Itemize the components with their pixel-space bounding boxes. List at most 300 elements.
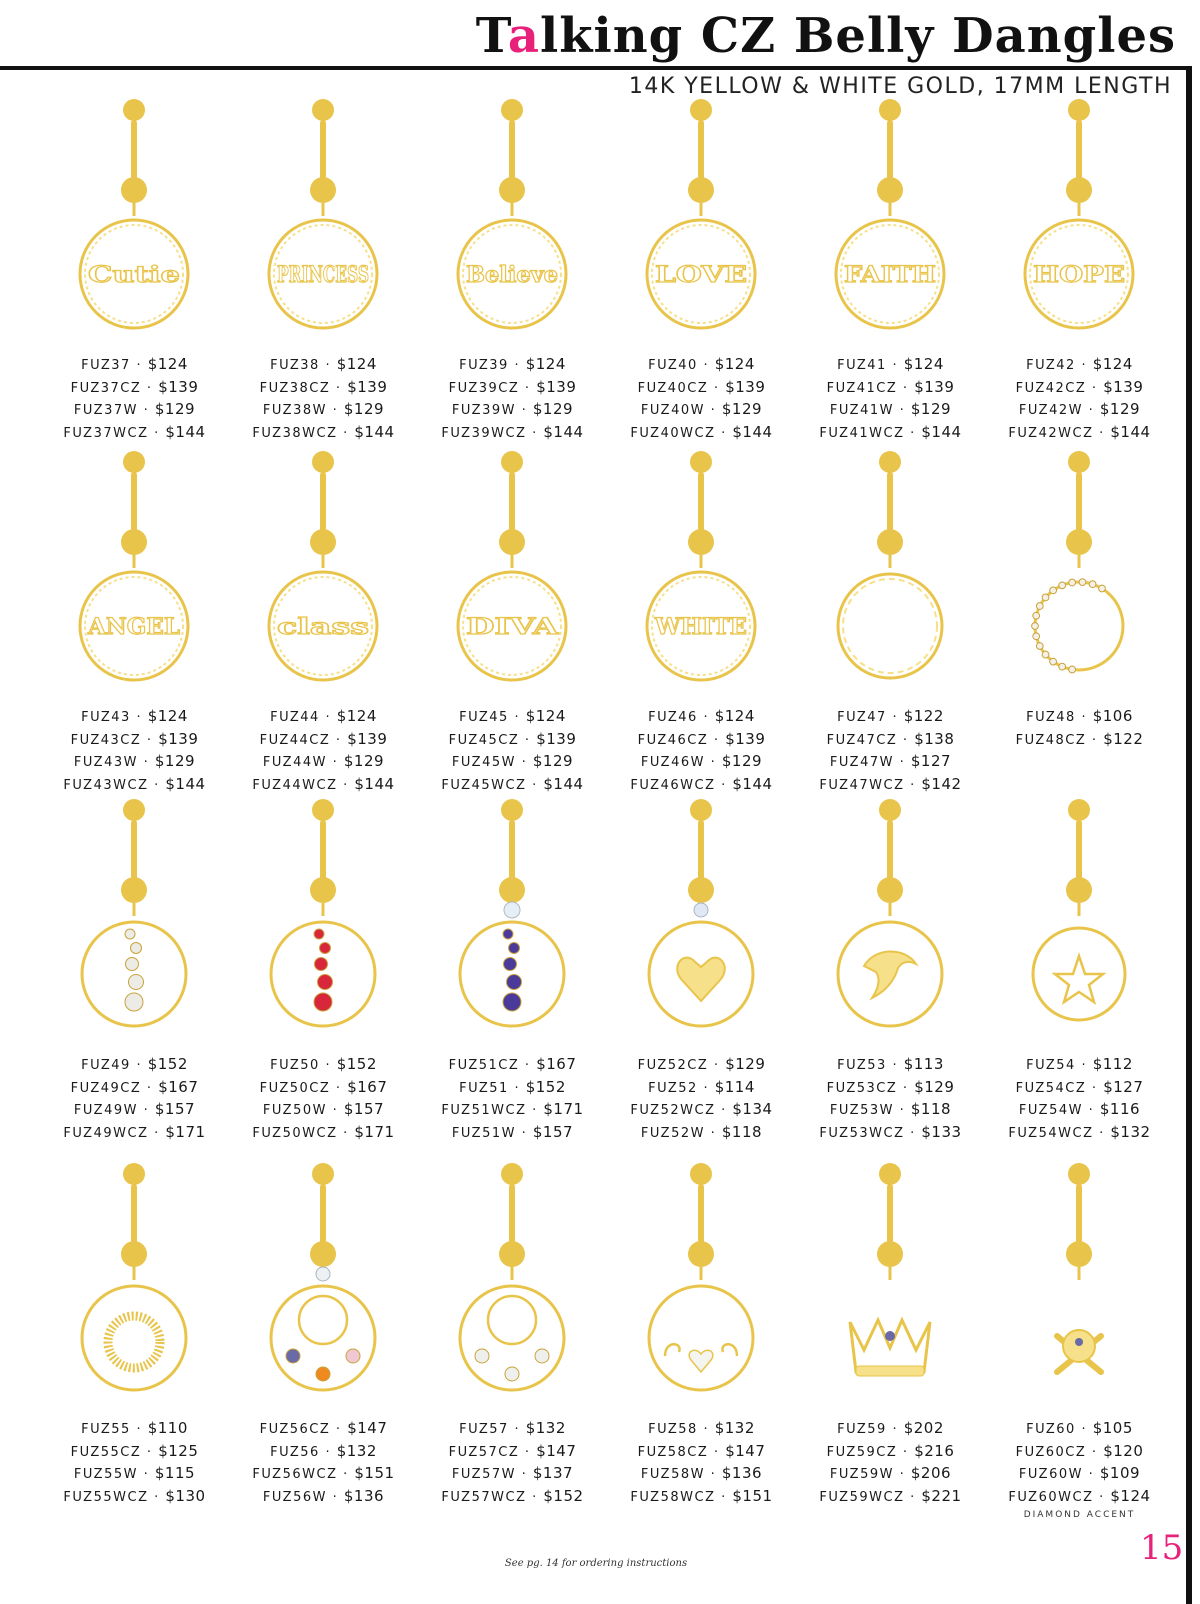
item-code: FUZ49 (81, 1058, 131, 1073)
item-code: FUZ54CZ (1015, 1080, 1087, 1096)
item-code: FUZ51WCZ (441, 1103, 527, 1118)
item-price: $202 (903, 1419, 944, 1437)
price-line: FUZ55 · $110 (81, 1419, 188, 1437)
product-item (796, 96, 985, 441)
item-price: $127 (1103, 1077, 1144, 1096)
item-price: $144 (543, 774, 584, 793)
item-code: FUZ49W (73, 1103, 138, 1118)
item-code: FUZ45 (459, 710, 509, 725)
item-price: $124 (336, 355, 377, 373)
price-line: FUZ58W · $136 (640, 1464, 763, 1482)
item-code: FUZ47 (837, 710, 887, 725)
item-code: FUZ59CZ (826, 1444, 898, 1460)
price-line: FUZ42WCZ · $144 (1008, 422, 1151, 441)
item-code: FUZ47CZ (826, 732, 898, 748)
item-code: FUZ38W (262, 403, 327, 418)
item-price: $139 (914, 377, 955, 396)
price-line: FUZ43W · $129 (73, 752, 196, 770)
price-line: FUZ55W · $115 (73, 1464, 196, 1482)
price-line: FUZ52CZ · $129 (637, 1055, 766, 1073)
product-item (40, 96, 229, 441)
item-code: FUZ53 (837, 1058, 887, 1073)
price-line: FUZ44WCZ · $144 (252, 774, 395, 793)
price-line: FUZ40WCZ · $144 (630, 422, 773, 441)
price-line: FUZ44 · $124 (270, 707, 377, 725)
belly-dangle-image (639, 1160, 763, 1412)
title-rest: lking CZ Belly Dangles (539, 8, 1176, 64)
price-line: FUZ42 · $124 (1026, 355, 1133, 373)
item-code: FUZ59W (829, 1467, 894, 1482)
item-code: FUZ50WCZ (252, 1125, 338, 1141)
price-line: FUZ59W · $206 (829, 1464, 952, 1482)
svg-text:WHITE: WHITE (653, 614, 747, 640)
page-title (476, 8, 1176, 64)
price-line: FUZ41 · $124 (837, 355, 944, 373)
item-code: FUZ44CZ (259, 732, 331, 748)
double-ring-charm-icon (82, 1163, 186, 1390)
item-price: $129 (154, 400, 196, 418)
item-code: FUZ60W (1018, 1467, 1083, 1482)
item-price: $120 (1103, 1441, 1144, 1460)
price-line: FUZ56W · $136 (262, 1486, 385, 1505)
price-line: FUZ56 · $132 (270, 1441, 377, 1460)
item-code: FUZ48 (1026, 710, 1076, 725)
item-code: FUZ46CZ (637, 732, 709, 748)
swirl-heart-charm-icon (649, 1163, 753, 1390)
price-line: FUZ49WCZ · $171 (63, 1122, 206, 1141)
item-price: $221 (921, 1486, 962, 1505)
item-price: $124 (336, 707, 377, 725)
item-code: FUZ37CZ (70, 380, 142, 396)
price-line: FUZ41CZ · $139 (826, 377, 955, 396)
product-item (985, 96, 1174, 441)
belly-dangle-image (450, 1160, 574, 1412)
multi-gem-charm-icon (271, 1163, 375, 1390)
belly-dangle-image (72, 96, 196, 348)
item-code: FUZ60CZ (1015, 1444, 1087, 1460)
price-list (796, 354, 985, 444)
price-line: FUZ52 · $114 (648, 1077, 755, 1096)
item-price: $122 (903, 707, 944, 725)
svg-text:Cutie: Cutie (88, 262, 180, 288)
price-line: FUZ49CZ · $167 (70, 1077, 199, 1096)
item-price: $113 (903, 1055, 944, 1073)
item-code: FUZ53WCZ (819, 1125, 905, 1141)
price-line: FUZ59CZ · $216 (826, 1441, 955, 1460)
price-list (418, 706, 607, 796)
item-price: $157 (154, 1100, 196, 1118)
belly-dangle-image (261, 448, 385, 700)
item-price: $124 (903, 355, 944, 373)
belly-dangle-image (828, 96, 952, 348)
item-price: $124 (147, 707, 188, 725)
item-code: FUZ37 (81, 358, 131, 373)
price-line: FUZ59 · $202 (837, 1419, 944, 1437)
item-code: FUZ56 (270, 1444, 320, 1460)
item-code: FUZ40WCZ (630, 425, 716, 441)
price-list (40, 706, 229, 796)
price-line: FUZ51 · $152 (459, 1077, 566, 1096)
item-price: $206 (910, 1464, 952, 1482)
price-list (796, 1054, 985, 1144)
product-item (418, 1160, 607, 1505)
item-price: $144 (354, 774, 395, 793)
price-line: FUZ41W · $129 (829, 400, 952, 418)
item-code: FUZ42CZ (1015, 380, 1087, 396)
price-line: FUZ46 · $124 (648, 707, 755, 725)
product-item (418, 96, 607, 441)
price-list (229, 1054, 418, 1144)
item-price: $136 (343, 1486, 385, 1505)
item-price: $133 (921, 1122, 962, 1141)
price-line: FUZ58WCZ · $151 (630, 1486, 773, 1505)
price-line: FUZ49W · $157 (73, 1100, 196, 1118)
price-line: FUZ60CZ · $120 (1015, 1441, 1144, 1460)
svg-text:ANGEL: ANGEL (86, 614, 180, 640)
price-line: FUZ40CZ · $139 (637, 377, 766, 396)
price-line: FUZ53WCZ · $133 (819, 1122, 962, 1141)
price-line: FUZ47WCZ · $142 (819, 774, 962, 793)
price-list (40, 1054, 229, 1144)
item-price: $132 (336, 1441, 377, 1460)
item-code: FUZ51CZ (448, 1058, 520, 1073)
item-code: FUZ56W (262, 1489, 327, 1505)
item-code: FUZ40CZ (637, 380, 709, 396)
price-line: FUZ37CZ · $139 (70, 377, 199, 396)
price-line: FUZ37 · $124 (81, 355, 188, 373)
product-item (985, 796, 1174, 1141)
item-price: $171 (543, 1100, 584, 1118)
product-item (796, 796, 985, 1141)
item-code: FUZ46 (648, 710, 698, 725)
svg-text:Believe: Believe (466, 262, 558, 288)
price-line: FUZ45W · $129 (451, 752, 574, 770)
item-code: FUZ60WCZ (1008, 1489, 1094, 1505)
item-code: FUZ60 (1026, 1422, 1076, 1437)
item-code: FUZ42 (1026, 358, 1076, 373)
price-line: FUZ45CZ · $139 (448, 729, 577, 748)
dolphin-charm-icon (838, 799, 942, 1026)
price-line: FUZ60 · $105 (1026, 1419, 1133, 1437)
item-code: FUZ44 (270, 710, 320, 725)
item-code: FUZ41W (829, 403, 894, 418)
star-charm-icon (1033, 799, 1125, 1020)
item-code: FUZ48CZ (1015, 732, 1087, 748)
belly-dangle-image (261, 1160, 385, 1412)
class-charm-icon (269, 451, 377, 680)
price-line: FUZ39CZ · $139 (448, 377, 577, 396)
price-line: FUZ59WCZ · $221 (819, 1486, 962, 1505)
product-row (40, 1160, 1176, 1520)
item-price: $124 (714, 355, 755, 373)
svg-text:FAITH: FAITH (844, 262, 936, 288)
item-price: $144 (165, 422, 206, 441)
item-price: $106 (1092, 707, 1133, 725)
item-code: FUZ49WCZ (63, 1125, 149, 1141)
product-item (985, 1160, 1174, 1520)
item-code: FUZ41 (837, 358, 887, 373)
item-price: $129 (532, 400, 574, 418)
item-price: $112 (1092, 1055, 1133, 1073)
belly-dangle-image (639, 448, 763, 700)
price-line: FUZ58CZ · $147 (637, 1441, 766, 1460)
item-code: FUZ47W (829, 755, 894, 770)
price-line: FUZ51CZ · $167 (448, 1055, 577, 1073)
ordering-note: See pg. 14 for ordering instructions (504, 1558, 688, 1569)
price-line: FUZ57CZ · $147 (448, 1441, 577, 1460)
item-price: $129 (532, 752, 574, 770)
faith-charm-icon (836, 99, 944, 328)
love-charm-icon (647, 99, 755, 328)
price-line: FUZ38 · $124 (270, 355, 377, 373)
price-line: FUZ57W · $137 (451, 1464, 574, 1482)
price-line: FUZ53 · $113 (837, 1055, 944, 1073)
title-accent-letter: a (507, 8, 540, 64)
item-price: $144 (732, 774, 773, 793)
svg-text:DIVA: DIVA (466, 614, 560, 640)
price-line: FUZ57WCZ · $152 (441, 1486, 584, 1505)
price-line: FUZ51WCZ · $171 (441, 1100, 584, 1118)
item-price: $132 (1110, 1122, 1151, 1141)
item-price: $129 (1099, 400, 1141, 418)
price-line: FUZ39 · $124 (459, 355, 566, 373)
svg-text:PRINCESS: PRINCESS (277, 262, 369, 288)
item-code: FUZ54W (1018, 1103, 1083, 1118)
product-item (607, 1160, 796, 1505)
price-line: FUZ50WCZ · $171 (252, 1122, 395, 1141)
item-code: FUZ55W (73, 1467, 138, 1482)
white-drops-charm-icon (82, 799, 186, 1026)
item-price: $139 (1103, 377, 1144, 396)
item-price: $129 (910, 400, 952, 418)
item-code: FUZ43WCZ (63, 777, 149, 793)
price-list (229, 706, 418, 796)
price-line: FUZ43CZ · $139 (70, 729, 199, 748)
price-line: FUZ53W · $118 (829, 1100, 952, 1118)
price-line: FUZ37W · $129 (73, 400, 196, 418)
price-line: FUZ41WCZ · $144 (819, 422, 962, 441)
price-line: FUZ54 · $112 (1026, 1055, 1133, 1073)
item-code: FUZ56CZ (259, 1422, 331, 1437)
item-code: FUZ54WCZ (1008, 1125, 1094, 1141)
item-code: FUZ51W (451, 1125, 516, 1141)
item-code: FUZ37WCZ (63, 425, 149, 441)
item-price: $144 (354, 422, 395, 441)
belly-dangle-image (639, 96, 763, 348)
price-line: FUZ38WCZ · $144 (252, 422, 395, 441)
item-price: $152 (525, 1077, 566, 1096)
item-price: $171 (165, 1122, 206, 1141)
item-code: FUZ38WCZ (252, 425, 338, 441)
item-code: FUZ39 (459, 358, 509, 373)
item-price: $129 (914, 1077, 955, 1096)
product-item (418, 448, 607, 793)
price-line: FUZ55WCZ · $130 (63, 1486, 206, 1505)
price-line: FUZ43WCZ · $144 (63, 774, 206, 793)
price-line: FUZ39W · $129 (451, 400, 574, 418)
item-code: FUZ45CZ (448, 732, 520, 748)
product-item (796, 448, 985, 793)
price-line: FUZ56WCZ · $151 (252, 1464, 395, 1482)
item-price: $144 (1110, 422, 1151, 441)
item-price: $144 (921, 422, 962, 441)
product-item (229, 448, 418, 793)
price-line: FUZ37WCZ · $144 (63, 422, 206, 441)
price-line: FUZ39WCZ · $144 (441, 422, 584, 441)
price-line: FUZ57 · $132 (459, 1419, 566, 1437)
item-code: FUZ43 (81, 710, 131, 725)
item-code: FUZ55CZ (70, 1444, 142, 1460)
hope-charm-icon (1025, 99, 1133, 328)
item-price: $134 (732, 1100, 773, 1118)
believe-charm-icon (458, 99, 566, 328)
item-code: FUZ40W (640, 403, 705, 418)
price-line: FUZ42W · $129 (1018, 400, 1141, 418)
angel-charm-icon (80, 451, 188, 680)
princess-charm-icon (269, 99, 377, 328)
item-price: $124 (1110, 1486, 1151, 1505)
product-item (229, 96, 418, 441)
item-code: FUZ58 (648, 1422, 698, 1437)
item-code: FUZ57W (451, 1467, 516, 1482)
item-price: $152 (336, 1055, 377, 1073)
item-price: $152 (147, 1055, 188, 1073)
item-price: $147 (536, 1441, 577, 1460)
crown-charm-icon (850, 1163, 930, 1376)
belly-dangle-image (1017, 796, 1141, 1048)
price-line: FUZ45 · $124 (459, 707, 566, 725)
belly-dangle-image (639, 796, 763, 1048)
price-line: FUZ44W · $129 (262, 752, 385, 770)
price-line: FUZ38W · $129 (262, 400, 385, 418)
price-list (229, 354, 418, 444)
item-code: FUZ59 (837, 1422, 887, 1437)
price-line: FUZ47 · $122 (837, 707, 944, 725)
price-list (985, 1418, 1174, 1520)
item-code: FUZ41WCZ (819, 425, 905, 441)
price-list (796, 706, 985, 796)
item-code: FUZ52 (648, 1080, 698, 1096)
item-price: $139 (158, 377, 199, 396)
product-row (40, 796, 1176, 1141)
item-code: FUZ44WCZ (252, 777, 338, 793)
belly-dangle-image (72, 448, 196, 700)
item-price: $116 (1099, 1100, 1141, 1118)
price-line: FUZ51W · $157 (451, 1122, 574, 1141)
item-code: FUZ56WCZ (252, 1467, 338, 1482)
title-prefix: T (475, 8, 508, 64)
price-line: FUZ46W · $129 (640, 752, 763, 770)
price-line: FUZ58 · $132 (648, 1419, 755, 1437)
header-rule (0, 66, 1192, 70)
item-price: $137 (532, 1464, 574, 1482)
price-line: FUZ40W · $129 (640, 400, 763, 418)
skull-charm-icon (1057, 1163, 1101, 1372)
item-code: FUZ58W (640, 1467, 705, 1482)
item-price: $138 (914, 729, 955, 748)
product-item (985, 448, 1174, 788)
item-code: FUZ57 (459, 1422, 509, 1437)
item-code: FUZ42W (1018, 403, 1083, 418)
item-code: FUZ45W (451, 755, 516, 770)
item-code: FUZ49CZ (70, 1080, 142, 1096)
belly-dangle-image (1017, 448, 1141, 700)
item-price: $132 (525, 1419, 566, 1437)
price-list (40, 1418, 229, 1508)
price-list (985, 1054, 1174, 1144)
item-price: $129 (721, 752, 763, 770)
price-line: FUZ40 · $124 (648, 355, 755, 373)
item-code: FUZ46WCZ (630, 777, 716, 793)
item-code: FUZ39WCZ (441, 425, 527, 441)
item-code: FUZ52CZ (637, 1058, 709, 1073)
item-price: $115 (154, 1464, 196, 1482)
price-line: FUZ54W · $116 (1018, 1100, 1141, 1118)
price-list (418, 1418, 607, 1508)
item-price: $142 (921, 774, 962, 793)
item-code: FUZ52WCZ (630, 1103, 716, 1118)
item-price: $167 (347, 1077, 388, 1096)
item-price: $110 (147, 1419, 188, 1437)
price-line: FUZ56CZ · $147 (259, 1419, 388, 1437)
svg-text:HOPE: HOPE (1033, 262, 1125, 288)
product-item (40, 448, 229, 793)
price-line: FUZ52WCZ · $134 (630, 1100, 773, 1118)
product-item (607, 96, 796, 441)
item-code: FUZ52W (640, 1125, 705, 1141)
item-code: FUZ40 (648, 358, 698, 373)
item-price: $139 (536, 729, 577, 748)
item-code: FUZ59WCZ (819, 1489, 905, 1505)
item-code: FUZ53W (829, 1103, 894, 1118)
item-price: $167 (536, 1055, 577, 1073)
item-code: FUZ57WCZ (441, 1489, 527, 1505)
price-line: FUZ55CZ · $125 (70, 1441, 199, 1460)
price-line: FUZ38CZ · $139 (259, 377, 388, 396)
product-item (607, 448, 796, 793)
item-code: FUZ43CZ (70, 732, 142, 748)
belly-dangle-image (1017, 96, 1141, 348)
item-price: $118 (910, 1100, 952, 1118)
product-item (229, 1160, 418, 1505)
heart-charm-icon (649, 799, 753, 1026)
item-price: $127 (910, 752, 952, 770)
price-line: FUZ46WCZ · $144 (630, 774, 773, 793)
item-price: $130 (165, 1486, 206, 1505)
item-price: $151 (732, 1486, 773, 1505)
item-price: $216 (914, 1441, 955, 1460)
belly-dangle-image (828, 448, 952, 700)
item-code: FUZ43W (73, 755, 138, 770)
belly-dangle-image (261, 796, 385, 1048)
price-list (985, 354, 1174, 444)
item-price: $124 (714, 707, 755, 725)
price-line: FUZ45WCZ · $144 (441, 774, 584, 793)
price-line: FUZ60WCZ · $124 (1008, 1486, 1151, 1505)
price-line: FUZ48 · $106 (1026, 707, 1133, 725)
item-code: FUZ42WCZ (1008, 425, 1094, 441)
item-price: $124 (525, 707, 566, 725)
belly-dangle-image (72, 796, 196, 1048)
item-price: $129 (343, 752, 385, 770)
item-code: FUZ51 (459, 1080, 509, 1096)
item-price: $139 (347, 377, 388, 396)
item-price: $144 (543, 422, 584, 441)
price-list (985, 706, 1174, 751)
belly-dangle-image (450, 96, 574, 348)
item-price: $129 (721, 400, 763, 418)
item-price: $129 (343, 400, 385, 418)
